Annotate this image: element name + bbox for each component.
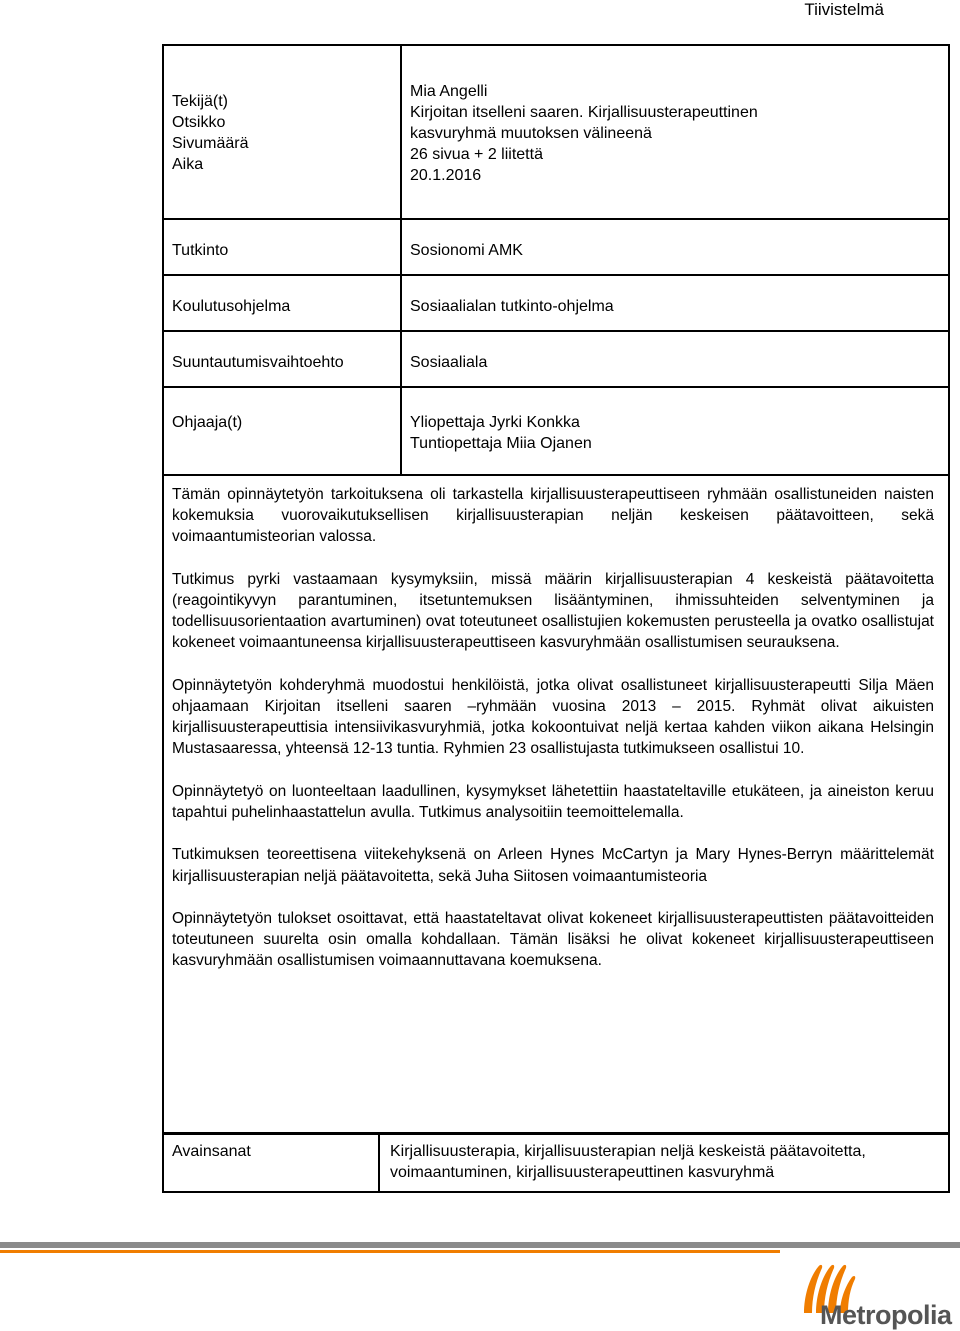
footer-stripe-gray xyxy=(0,1242,960,1248)
title-value-2: kasvuryhmä muutoksen välineenä xyxy=(410,125,652,142)
date-label: Aika xyxy=(172,156,204,173)
author-value: Mia Angelli xyxy=(410,83,488,100)
supervisor-values xyxy=(410,412,592,454)
pages-value: 26 sivua + 2 liitettä xyxy=(410,146,543,163)
specialization-value: Sosiaaliala xyxy=(410,354,488,371)
title-value-1: Kirjoitan itselleni saaren. Kirjallisuusterapeuttinen xyxy=(410,104,758,121)
abstract-paragraph: Tämän opinnäytetyön tarkoituksena oli tarkastella kirjallisuusterapeuttiseen ryhmään osallistuneiden naisten kokemuksia vuorovaikutuksellisen kirjallisuusterapian neljän keskeisen päätavoitteen, sekä voimaantumisteorian valossa. xyxy=(172,486,934,546)
logo-text: Metropolia xyxy=(820,1300,952,1330)
supervisor-2: Tuntiopettaja Miia Ojanen xyxy=(410,435,592,452)
degree-label: Tutkinto xyxy=(172,242,229,259)
abstract-paragraph: Tutkimuksen teoreettisena viitekehyksenä on Arleen Hynes McCartyn ja Mary Hynes-Berryn määrittelemät kirjallisuusterapian neljä päätavoitetta, sekä Juha Siitosen voimaantumisteoria xyxy=(172,846,934,885)
info-row xyxy=(164,46,948,218)
keywords-label: Avainsanat xyxy=(172,1143,251,1160)
supervisor-row xyxy=(164,386,948,476)
pages-label: Sivumäärä xyxy=(172,135,249,152)
column-divider xyxy=(400,46,402,474)
title-label: Otsikko xyxy=(172,114,226,131)
abstract-row xyxy=(164,474,948,1136)
date-value: 20.1.2016 xyxy=(410,167,482,184)
info-labels xyxy=(172,91,248,175)
supervisor-label: Ohjaaja(t) xyxy=(172,414,243,431)
abstract-text xyxy=(172,484,934,993)
author-label: Tekijä(t) xyxy=(172,93,229,110)
specialization-row xyxy=(164,330,948,388)
degree-row xyxy=(164,218,948,276)
abstract-paragraph: Tutkimus pyrki vastaamaan kysymyksiin, missä määrin kirjallisuusterapian 4 keskeistä päätavoitetta (reagointikyvyn parantuminen, itsetuntemuksen lisääntyminen, ihmissuhteiden selventyminen ja todellisuusorientaation avartuminen) ovat toteutuneet osallistujien kokemusten perusteella ja ovatko osallistujat kokeneet voimaantuneensa kirjallisuusterapeuttiseen kasvuryhmään osallistumisen seurauksena. xyxy=(172,570,934,652)
keywords-value: Kirjallisuusterapia, kirjallisuusterapian neljä keskeistä päätavoitetta, voimaantuminen, kirjallisuusterapeuttinen kasvuryhmä xyxy=(390,1143,866,1181)
keywords-box xyxy=(162,1133,950,1193)
supervisor-1: Yliopettaja Jyrki Konkka xyxy=(410,414,580,431)
info-values xyxy=(410,81,758,186)
abstract-paragraph: Opinnäytetyö on luonteeltaan laadullinen, kysymykset lähetettiin haastateltaville etukäteen, ja aineiston keruu tapahtui puhelinhaastattelun avulla. Tutkimus analysoitiin teemoittelemalla. xyxy=(172,782,934,821)
abstract-form xyxy=(162,44,950,1134)
abstract-paragraph: Opinnäytetyön kohderyhmä muodostui henkilöistä, jotka olivat osallistuneet kirjallisuusterapeutti Silja Mäen ohjaamaan Kirjoitan itselleni saaren –ryhmään vuosina 2013 – 2015. Ryhmät olivat aikuisten kirjallisuusterapeuttisia intensiivikasvuryhmiä, jotka kokoontuivat neljä kertaa kahden viikon aikana Helsingin Mustasaaressa, yhteensä 12-13 tuntia. Ryhmien 23 osallistujasta tutkimukseen osallistui 10. xyxy=(172,676,934,758)
degree-value: Sosionomi AMK xyxy=(410,242,523,259)
keywords-divider xyxy=(378,1135,380,1191)
header-title: Tiivistelmä xyxy=(804,0,884,19)
abstract-paragraph: Opinnäytetyön tulokset osoittavat, että haastateltavat olivat kokeneet kirjallisuusterapeuttisten päätavoitteiden toteutuneen suurelta osin omalla kohdallaan. Tämän lisäksi he olivat kokeneet kirjallisuusterapeuttiseen kasvuryhmään osallistumisen voimaannuttavana koemuksena. xyxy=(172,909,934,970)
program-label: Koulutusohjelma xyxy=(172,298,291,315)
program-row xyxy=(164,274,948,332)
specialization-label: Suuntautumisvaihtoehto xyxy=(172,354,344,371)
footer-stripe-orange xyxy=(0,1250,780,1253)
program-value: Sosiaalialan tutkinto-ohjelma xyxy=(410,298,614,315)
